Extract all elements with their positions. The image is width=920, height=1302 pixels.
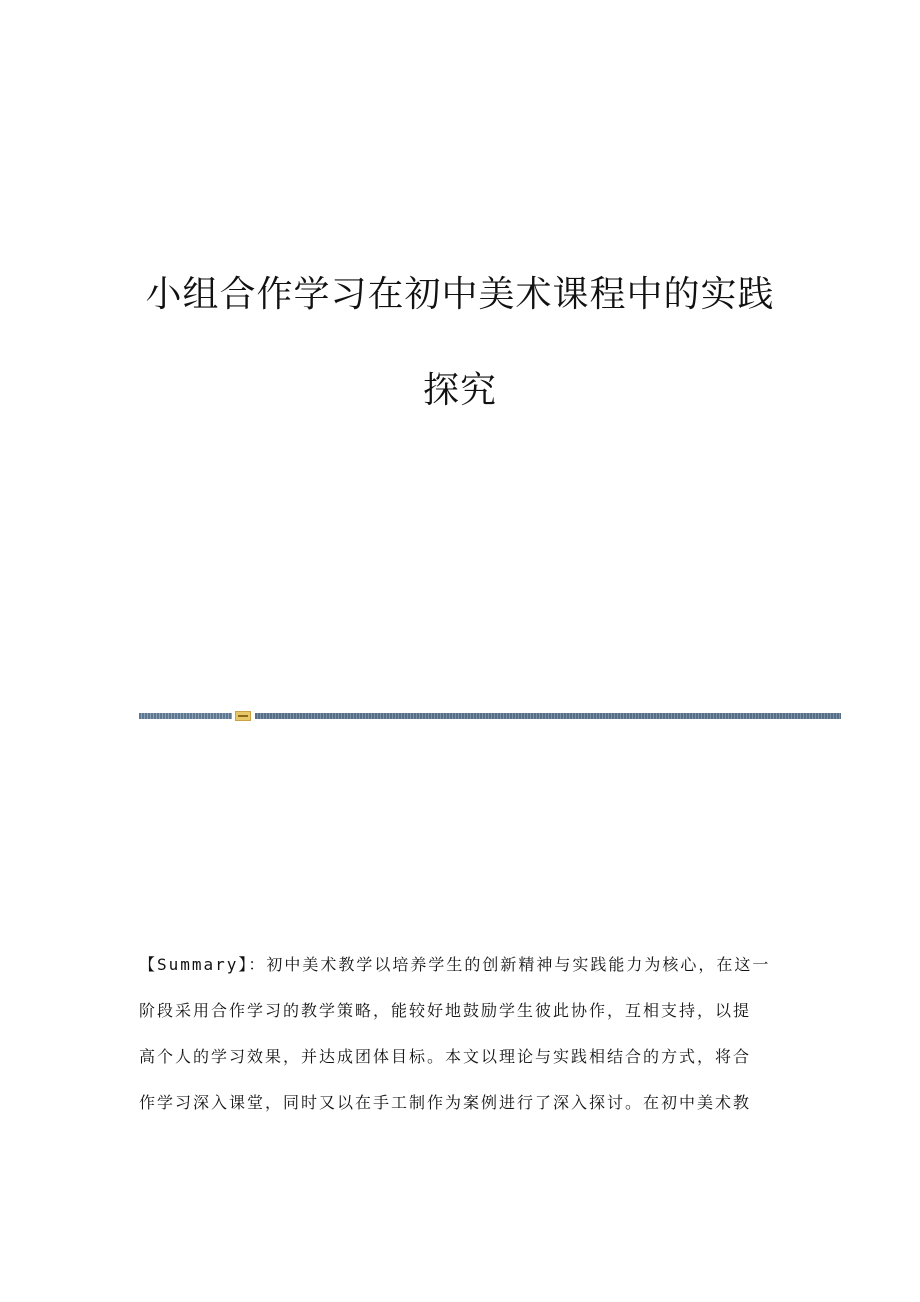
abstract-section [139, 948, 789, 1132]
abstract-line: 作学习深入课堂，同时又以在手工制作为案例进行了深入探讨。在初中美术教 [139, 1093, 752, 1112]
abstract-line: 阶段采用合作学习的教学策略，能较好地鼓励学生彼此协作，互相支持，以提 [139, 1001, 752, 1020]
abstract-line: 【Summary】：初中美术教学以培养学生的创新精神与实践能力为核心，在这一 [139, 955, 771, 974]
divider-bar-right [255, 713, 841, 719]
document-title-line-1: 小组合作学习在初中美术课程中的实践 [145, 274, 775, 315]
document-title-line-2: 探究 [422, 370, 497, 411]
decorative-divider [139, 711, 841, 721]
abstract-line: 高个人的学习效果，并达成团体目标。本文以理论与实践相结合的方式，将合 [139, 1047, 752, 1066]
divider-bar-left [139, 713, 232, 719]
divider-ornament-icon [235, 711, 251, 721]
